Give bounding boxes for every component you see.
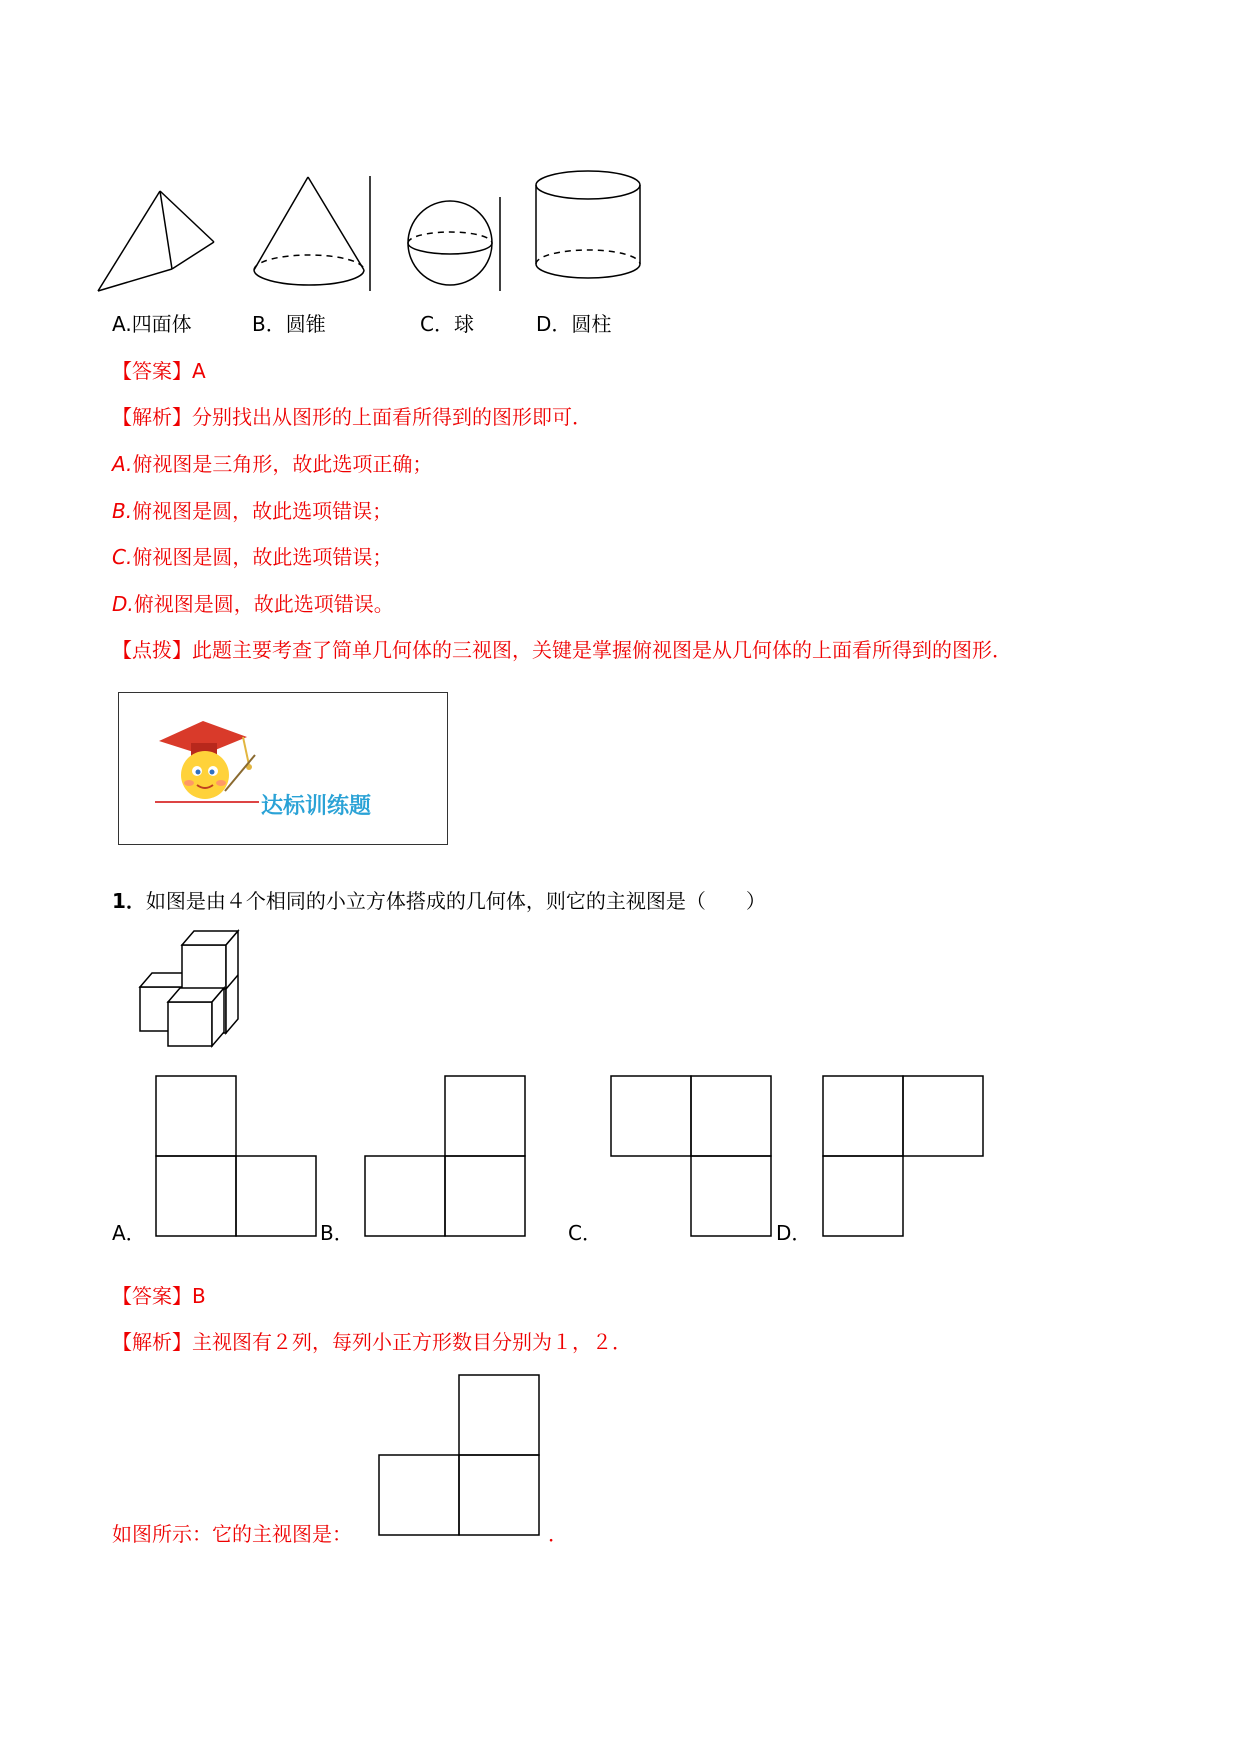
option-letter: C． xyxy=(420,312,454,336)
q0-line-a xyxy=(112,452,432,476)
q1-option-a-figure xyxy=(155,1075,319,1239)
answer-value: A xyxy=(192,359,206,383)
q0-line-b xyxy=(112,499,392,523)
analysis-label: 【解析】 xyxy=(112,405,192,429)
line-letter: A. xyxy=(112,452,133,476)
q1-conclusion: 如图所示：它的主视图是： xyxy=(112,1522,352,1546)
q1-answer xyxy=(112,1284,206,1308)
question-text: 如图是由４个相同的小立方体搭成的几何体，则它的主视图是（ ） xyxy=(145,889,766,913)
q1-option-d-label: D． xyxy=(776,1221,812,1245)
cone-figure xyxy=(252,175,382,295)
option-letter: D． xyxy=(536,312,572,336)
q0-option-d xyxy=(536,312,611,336)
line-letter: D. xyxy=(112,592,134,616)
answer-value: B xyxy=(192,1284,206,1308)
q1-stem xyxy=(112,889,766,913)
section-banner xyxy=(118,692,448,845)
q0-option-b xyxy=(252,312,326,336)
answer-label: 【答案】 xyxy=(112,359,192,383)
q1-option-b-figure xyxy=(364,1075,528,1239)
option-name: 圆柱 xyxy=(571,312,612,336)
cylinder-figure xyxy=(534,168,649,288)
line-text: 俯视图是三角形，故此选项正确； xyxy=(132,452,433,476)
mascot-icon xyxy=(151,713,261,813)
q0-option-a xyxy=(112,312,192,336)
q1-option-c-label: C． xyxy=(568,1221,602,1245)
line-text: 俯视图是圆，故此选项错误。 xyxy=(133,592,394,616)
q0-answer xyxy=(112,359,206,383)
question-number: 1． xyxy=(112,889,146,913)
q0-option-c xyxy=(420,312,474,336)
q1-option-a-label: A． xyxy=(112,1221,146,1245)
sphere-figure xyxy=(405,195,515,295)
analysis-text: 分别找出从图形的上面看所得到的图形即可． xyxy=(192,405,592,429)
q1-conclusion-end: ． xyxy=(548,1522,568,1546)
banner-rule xyxy=(155,801,259,803)
q0-tip xyxy=(112,638,1012,662)
line-letter: B. xyxy=(112,499,133,523)
line-text: 俯视图是圆，故此选项错误； xyxy=(132,545,393,569)
q0-analysis xyxy=(112,405,592,429)
answer-label: 【答案】 xyxy=(112,1284,192,1308)
option-name: 圆锥 xyxy=(285,312,326,336)
option-letter: B． xyxy=(252,312,286,336)
analysis-text: 主视图有２列，每列小正方形数目分别为１，２． xyxy=(192,1330,632,1354)
q1-option-b-label: B． xyxy=(320,1221,354,1245)
option-name: 四面体 xyxy=(131,312,192,336)
q1-option-d-figure xyxy=(822,1075,986,1239)
q0-line-c xyxy=(112,545,392,569)
line-text: 俯视图是圆，故此选项错误； xyxy=(132,499,393,523)
tip-text: 此题主要考查了简单几何体的三视图，关键是掌握俯视图是从几何体的上面看所得到的图形． xyxy=(192,638,1012,662)
tip-label: 【点拨】 xyxy=(112,638,192,662)
q1-option-c-figure xyxy=(610,1075,774,1239)
tetrahedron-figure xyxy=(96,185,216,300)
cubes-figure xyxy=(138,930,258,1060)
q1-analysis xyxy=(112,1330,632,1354)
line-letter: C. xyxy=(112,545,133,569)
q0-line-d xyxy=(112,592,394,616)
option-name: 球 xyxy=(453,312,474,336)
q1-front-view-figure xyxy=(378,1374,542,1538)
banner-title: 达标训练题 xyxy=(261,794,372,819)
option-letter: A. xyxy=(112,312,132,336)
analysis-label: 【解析】 xyxy=(112,1330,192,1354)
